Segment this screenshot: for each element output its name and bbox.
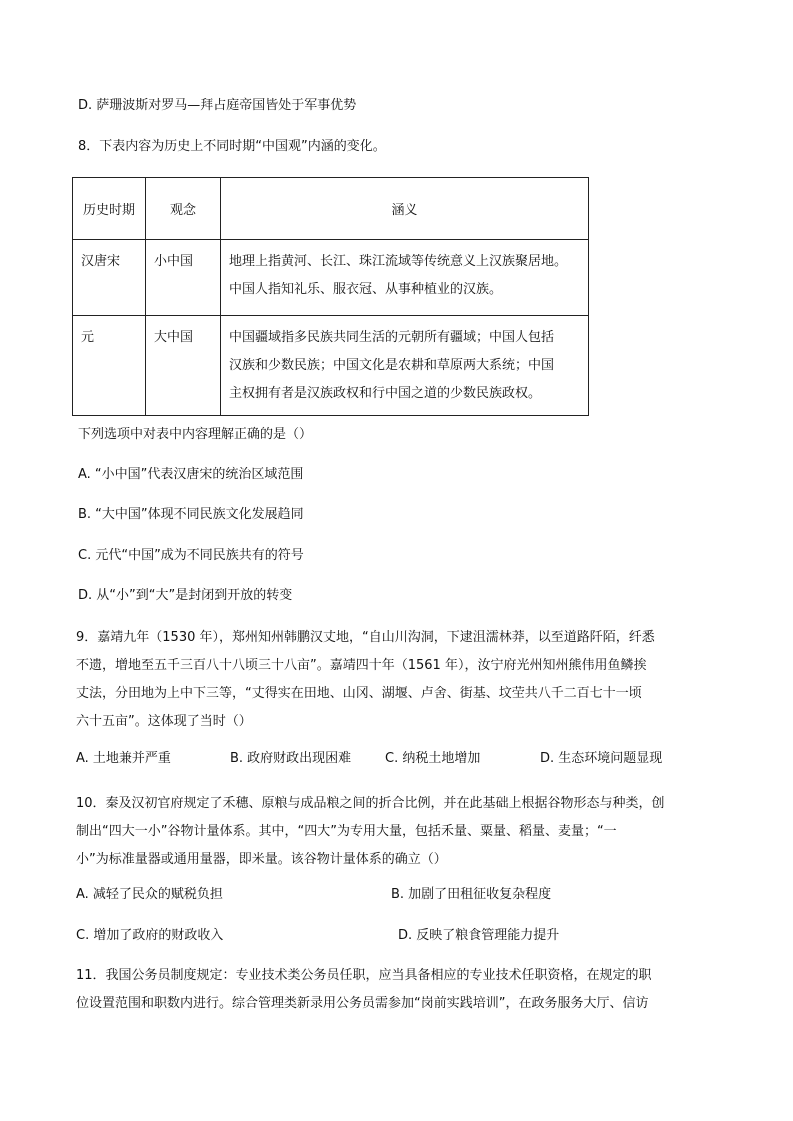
q8-option-d: D. 从“小”到“大”是封闭到开放的转变 bbox=[78, 588, 293, 603]
meaning-line: 中国人指知礼乐、服衣冠、从事种植业的汉族。 bbox=[229, 282, 503, 297]
table-row bbox=[73, 316, 589, 416]
q9-line: 六十五亩”。这体现了当时（） bbox=[76, 714, 252, 729]
q11-line: 11．我国公务员制度规定：专业技术类公务员任职，应当具备相应的专业技术任职资格，在规定的职 bbox=[76, 968, 652, 983]
q10-line: 制出“四大一小”谷物计量体系。其中，“四大”为专用大量，包括禾量、粟量、稻量、麦量；“一 bbox=[76, 824, 617, 839]
q9-line: 9．嘉靖九年（1530 年），郑州知州韩鹏汉丈地，“自山川沟洞，下逮沮濡林莽，以至道路阡陌，纤悉 bbox=[76, 630, 655, 645]
q8-option-b: B. “大中国”体现不同民族文化发展趋同 bbox=[78, 507, 304, 522]
row-meaning bbox=[221, 316, 588, 408]
meaning-line: 地理上指黄河、长江、珠江流域等传统意义上汉族聚居地。 bbox=[229, 254, 568, 269]
q11-line: 位设置范围和职数内进行。综合管理类新录用公务员需参加“岗前实践培训”，在政务服务大厅、信访 bbox=[76, 996, 649, 1011]
header-period: 历史时期 bbox=[73, 178, 146, 240]
q9-line: 不遗，增地至五千三百八十八顷三十八亩”。嘉靖四十年（1561 年），汝宁府光州知州熊伟用鱼鳞挨 bbox=[76, 658, 647, 673]
q10-option-d: D. 反映了粮食管理能力提升 bbox=[398, 928, 560, 943]
table-header-row bbox=[73, 178, 589, 240]
q8-question: 下列选项中对表中内容理解正确的是（） bbox=[78, 427, 313, 442]
q9-option-c: C. 纳税土地增加 bbox=[385, 751, 481, 766]
q10-option-c: C. 增加了政府的财政收入 bbox=[76, 928, 224, 943]
row-concept: 大中国 bbox=[154, 330, 194, 345]
q10-stem bbox=[76, 790, 706, 874]
meaning-line: 汉族和少数民族；中国文化是农耕和草原两大系统；中国 bbox=[229, 358, 555, 373]
prev-option-d: D. 萨珊波斯对罗马—拜占庭帝国皆处于军事优势 bbox=[78, 98, 357, 113]
q8-option-a: A. “小中国”代表汉唐宋的统治区域范围 bbox=[78, 467, 304, 482]
header-concept: 观念 bbox=[146, 178, 221, 240]
row-period: 元 bbox=[81, 330, 95, 345]
q9-option-d: D. 生态环境问题显现 bbox=[540, 751, 663, 766]
q10-line: 小”为标准量器或通用量器，即米量。该谷物计量体系的确立（） bbox=[76, 852, 447, 867]
q11-stem bbox=[76, 962, 706, 1018]
q9-option-b: B. 政府财政出现困难 bbox=[230, 751, 352, 766]
meaning-line: 中国疆域指多民族共同生活的元朝所有疆域；中国人包括 bbox=[229, 330, 555, 345]
q10-option-a: A. 减轻了民众的赋税负担 bbox=[76, 887, 223, 902]
q10-option-b: B. 加剧了田租征收复杂程度 bbox=[391, 887, 552, 902]
row-period: 汉唐宋 bbox=[81, 254, 121, 269]
row-concept: 小中国 bbox=[154, 254, 194, 269]
q10-line: 10．秦及汉初官府规定了禾穗、原粮与成品粮之间的折合比例，并在此基础上根据谷物形态与种类，创 bbox=[76, 796, 665, 811]
meaning-line: 主权拥有者是汉族政权和行中国之道的少数民族政权。 bbox=[229, 386, 542, 401]
row-meaning bbox=[221, 240, 588, 304]
q9-line: 丈法，分田地为上中下三等，“丈得实在田地、山冈、湖堰、卢舍、街基、坟茔共八千二百七十一顷 bbox=[76, 686, 642, 701]
q8-table bbox=[72, 177, 589, 416]
q8-option-c: C. 元代“中国”成为不同民族共有的符号 bbox=[78, 548, 304, 563]
header-meaning: 涵义 bbox=[221, 178, 589, 240]
q9-stem bbox=[76, 624, 706, 736]
q8-stem: 8．下表内容为历史上不同时期“中国观”内涵的变化。 bbox=[78, 139, 386, 154]
table-row bbox=[73, 240, 589, 316]
q9-option-a: A. 土地兼并严重 bbox=[76, 751, 171, 766]
